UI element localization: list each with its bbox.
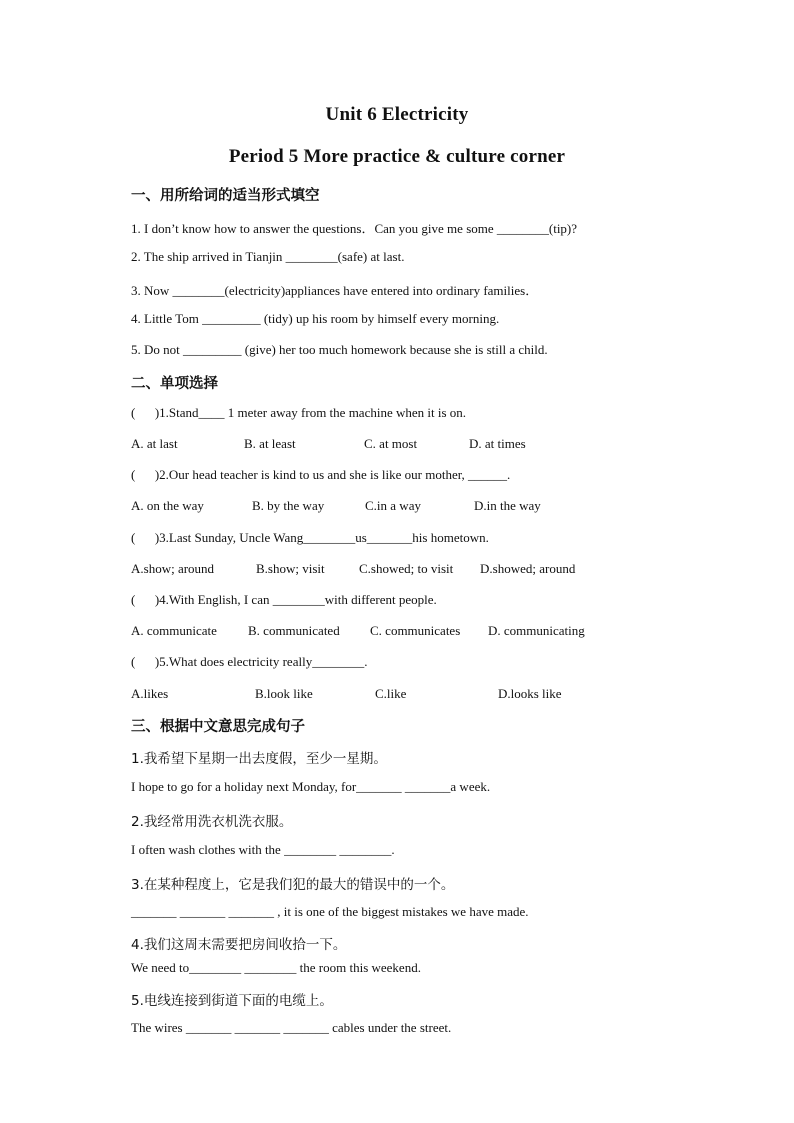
mc-option-d: D.looks like: [498, 686, 562, 701]
translation-en-4: We need to________ ________ the room this weekend.: [131, 960, 421, 975]
page-subtitle: Period 5 More practice & culture corner: [228, 146, 566, 167]
mc-question-3: ( )3.Last Sunday, Uncle Wang________us_______his hometown.: [131, 530, 489, 545]
translation-cn-4: 4.我们这周末需要把房间收拾一下。: [131, 937, 347, 953]
mc-question-5: ( )5.What does electricity really________.: [131, 654, 368, 669]
mc-option-b: B.look like: [255, 686, 313, 701]
mc-option-b: B. communicated: [248, 623, 340, 638]
translation-cn-3: 3.在某种程度上，它是我们犯的最大的错误中的一个。: [131, 877, 455, 893]
mc-options-5: [131, 686, 651, 704]
section1-heading: 一、用所给词的适当形式填空: [131, 188, 320, 204]
fill-blank-item-3: 3. Now ________(electricity)appliances have entered into ordinary families．: [131, 283, 539, 298]
mc-question-1: ( )1.Stand____ 1 meter away from the machine when it is on.: [131, 405, 467, 420]
mc-options-3: [131, 561, 651, 579]
mc-option-c: C.showed; to visit: [359, 561, 454, 576]
mc-option-c: C.like: [375, 686, 407, 701]
fill-blank-item-4: 4. Little Tom _________ (tidy) up his room by himself every morning.: [131, 311, 500, 326]
translation-cn-5: 5.电线连接到街道下面的电缆上。: [131, 993, 333, 1009]
fill-blank-item-5: 5. Do not _________ (give) her too much homework because she is still a child.: [131, 342, 548, 357]
translation-cn-1: 1.我希望下星期一出去度假，至少一星期。: [131, 751, 387, 767]
mc-options-2: [131, 498, 651, 516]
translation-en-3: _______ _______ _______ , it is one of the biggest mistakes we have made.: [131, 904, 529, 919]
mc-question-2: ( )2.Our head teacher is kind to us and she is like our mother, ______.: [131, 467, 511, 482]
mc-option-d: D.showed; around: [480, 561, 576, 576]
mc-question-4: ( )4.With English, I can ________with different people.: [131, 592, 437, 607]
section3-heading: 三、根据中文意思完成句子: [131, 719, 305, 735]
mc-option-d: D.in the way: [474, 498, 541, 513]
mc-option-a: A. on the way: [131, 498, 204, 513]
mc-option-d: D. communicating: [488, 623, 585, 638]
mc-options-1: [131, 436, 651, 454]
mc-option-b: B. at least: [244, 436, 296, 451]
mc-option-a: A.likes: [131, 686, 169, 701]
mc-option-b: B.show; visit: [256, 561, 325, 576]
translation-en-5: The wires _______ _______ _______ cables under the street.: [131, 1020, 452, 1035]
mc-option-d: D. at times: [469, 436, 526, 451]
mc-option-c: C.in a way: [365, 498, 421, 513]
fill-blank-item-1: 1. I don’t know how to answer the questions．Can you give me some ________(tip)?: [131, 221, 578, 236]
mc-option-a: A.show; around: [131, 561, 215, 576]
mc-option-c: C. at most: [364, 436, 418, 451]
page-title: Unit 6 Electricity: [325, 104, 469, 125]
mc-option-c: C. communicates: [370, 623, 461, 638]
mc-option-a: A. at last: [131, 436, 178, 451]
mc-options-4: [131, 623, 651, 641]
translation-en-2: I often wash clothes with the ________ ________.: [131, 842, 395, 857]
translation-en-1: I hope to go for a holiday next Monday, for_______ _______a week.: [131, 779, 491, 794]
mc-option-a: A. communicate: [131, 623, 217, 638]
section2-heading: 二、单项选择: [131, 376, 218, 392]
mc-option-b: B. by the way: [252, 498, 325, 513]
translation-cn-2: 2.我经常用洗衣机洗衣服。: [131, 814, 293, 830]
fill-blank-item-2: 2. The ship arrived in Tianjin ________(safe) at last.: [131, 249, 405, 264]
